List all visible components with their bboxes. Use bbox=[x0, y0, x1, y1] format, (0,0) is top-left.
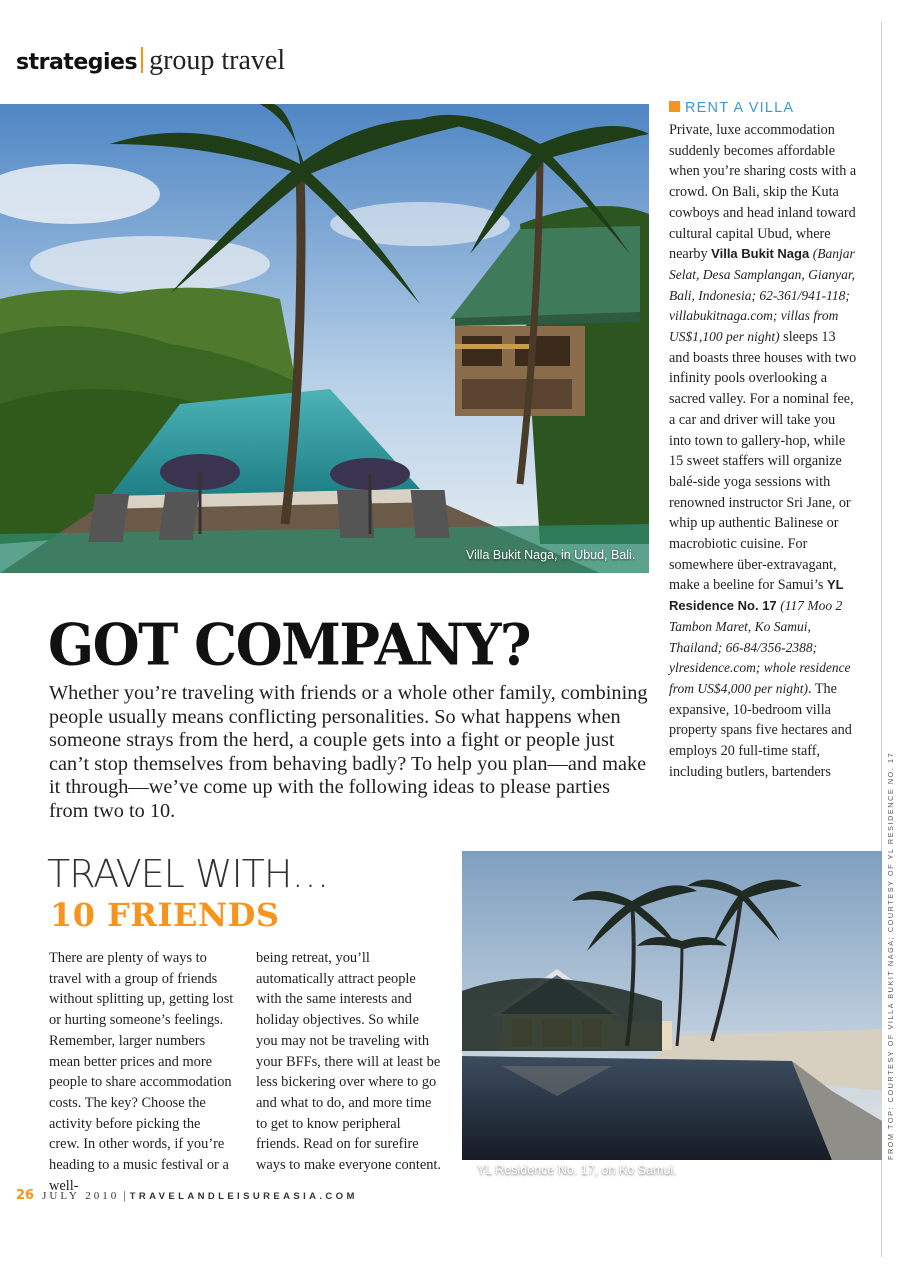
beach-villa-illustration bbox=[462, 851, 882, 1160]
villa-bukit-naga-details: (Banjar Selat, Desa Samplangan, Gianyar, Bali, Indonesia; 62-361/941-118; villabukitnaga.com; villas from US$1,100 per night) bbox=[669, 246, 855, 345]
sidebar-heading-text: RENT A VILLA bbox=[685, 100, 795, 116]
section-kicker: strategies bbox=[16, 50, 138, 75]
body-column-1: There are plenty of ways to travel with a group of friends without splitting up, getting lost or hurting someone’s feelings. Remember, larger numbers mean better prices and more people to share accommodation costs. The key? Choose the activity before picking the crew. In other words, if you’re heading to a music festival or a well- bbox=[49, 950, 234, 1194]
issue-date: JULY 2010 bbox=[42, 1190, 120, 1202]
yl-residence-caption: YL Residence No. 17, on Ko Samui. bbox=[477, 1163, 677, 1177]
orange-square-icon bbox=[669, 101, 680, 112]
section-title: group travel bbox=[149, 45, 286, 76]
yl-residence-photo bbox=[462, 851, 882, 1160]
body-column-2: being retreat, you’ll automatically attract people with the same interests and holiday objectives. So while you may not be traveling with your BFFs, there will at least be less bickering over where to go and what to do, and more time to get to know peripheral friends. Read on for surefire ways to make everyone content. bbox=[256, 950, 442, 1174]
header-divider bbox=[141, 47, 143, 73]
section-header bbox=[16, 44, 285, 80]
sidebar-text-1: Private, luxe accommodation suddenly becomes affordable when you’re sharing costs with a crowd. On Bali, skip the Kuta cowboys and head inland toward cultural capital Ubud, where nearby bbox=[669, 122, 857, 263]
photo-credit: FROM TOP: COURTESY OF VILLA BUKIT NAGA; COURTESY OF YL RESIDENCE NO. 17 bbox=[886, 751, 895, 1160]
sidebar-body bbox=[669, 120, 859, 783]
yl-residence-name: YL Residence No. 17 bbox=[669, 577, 844, 614]
travel-with-subtitle: 10 FRIENDS bbox=[50, 896, 280, 934]
villa-bukit-naga-caption: Villa Bukit Naga, in Ubud, Bali. bbox=[466, 548, 636, 562]
villa-pool-illustration bbox=[0, 104, 649, 573]
villa-bukit-naga-name: Villa Bukit Naga bbox=[711, 246, 810, 262]
page-footer bbox=[16, 1188, 358, 1203]
travel-with-title: TRAVEL WITH… bbox=[47, 852, 329, 896]
site-url: TRAVELANDLEISUREASIA.COM bbox=[129, 1191, 358, 1202]
article-headline: GOT COMPANY? bbox=[48, 610, 531, 679]
rent-a-villa-sidebar bbox=[669, 100, 859, 783]
footer-separator: | bbox=[123, 1188, 126, 1202]
yl-residence-details: (117 Moo 2 Tambon Maret, Ko Samui, Thailand; 66-84/356-2388; ylresidence.com; whole residence from US$4,000 per night) bbox=[669, 598, 851, 696]
sidebar-heading bbox=[669, 100, 859, 116]
sidebar-text-2: sleeps 13 and boasts three houses with two infinity pools overlooking a sacred valley. For a nominal fee, a car and driver will take you into town to gallery-hop, while 15 sweet staffers will organize balé-side yoga sessions with renowned instructor Sri Jane, or whip up authentic Balinese or macrobiotic cuisine. For somewhere über-extravagant, make a beeline for Samui’s bbox=[669, 329, 857, 594]
article-intro: Whether you’re traveling with friends or a whole other family, combining people usually means conflicting personalities. So what happens when someone strays from the herd, a couple gets into a fight or people just can’t stop themselves from behaving badly? To help you plan—and make it through—we’ve come up with the following ideas to please parties from two to 10. bbox=[49, 682, 648, 822]
sidebar-text-3: . The expansive, 10-bedroom villa property spans five hectares and employs 20 full-time staff, including butlers, bartenders bbox=[669, 680, 852, 780]
page-number: 26 bbox=[16, 1188, 35, 1203]
villa-bukit-naga-photo bbox=[0, 104, 649, 573]
